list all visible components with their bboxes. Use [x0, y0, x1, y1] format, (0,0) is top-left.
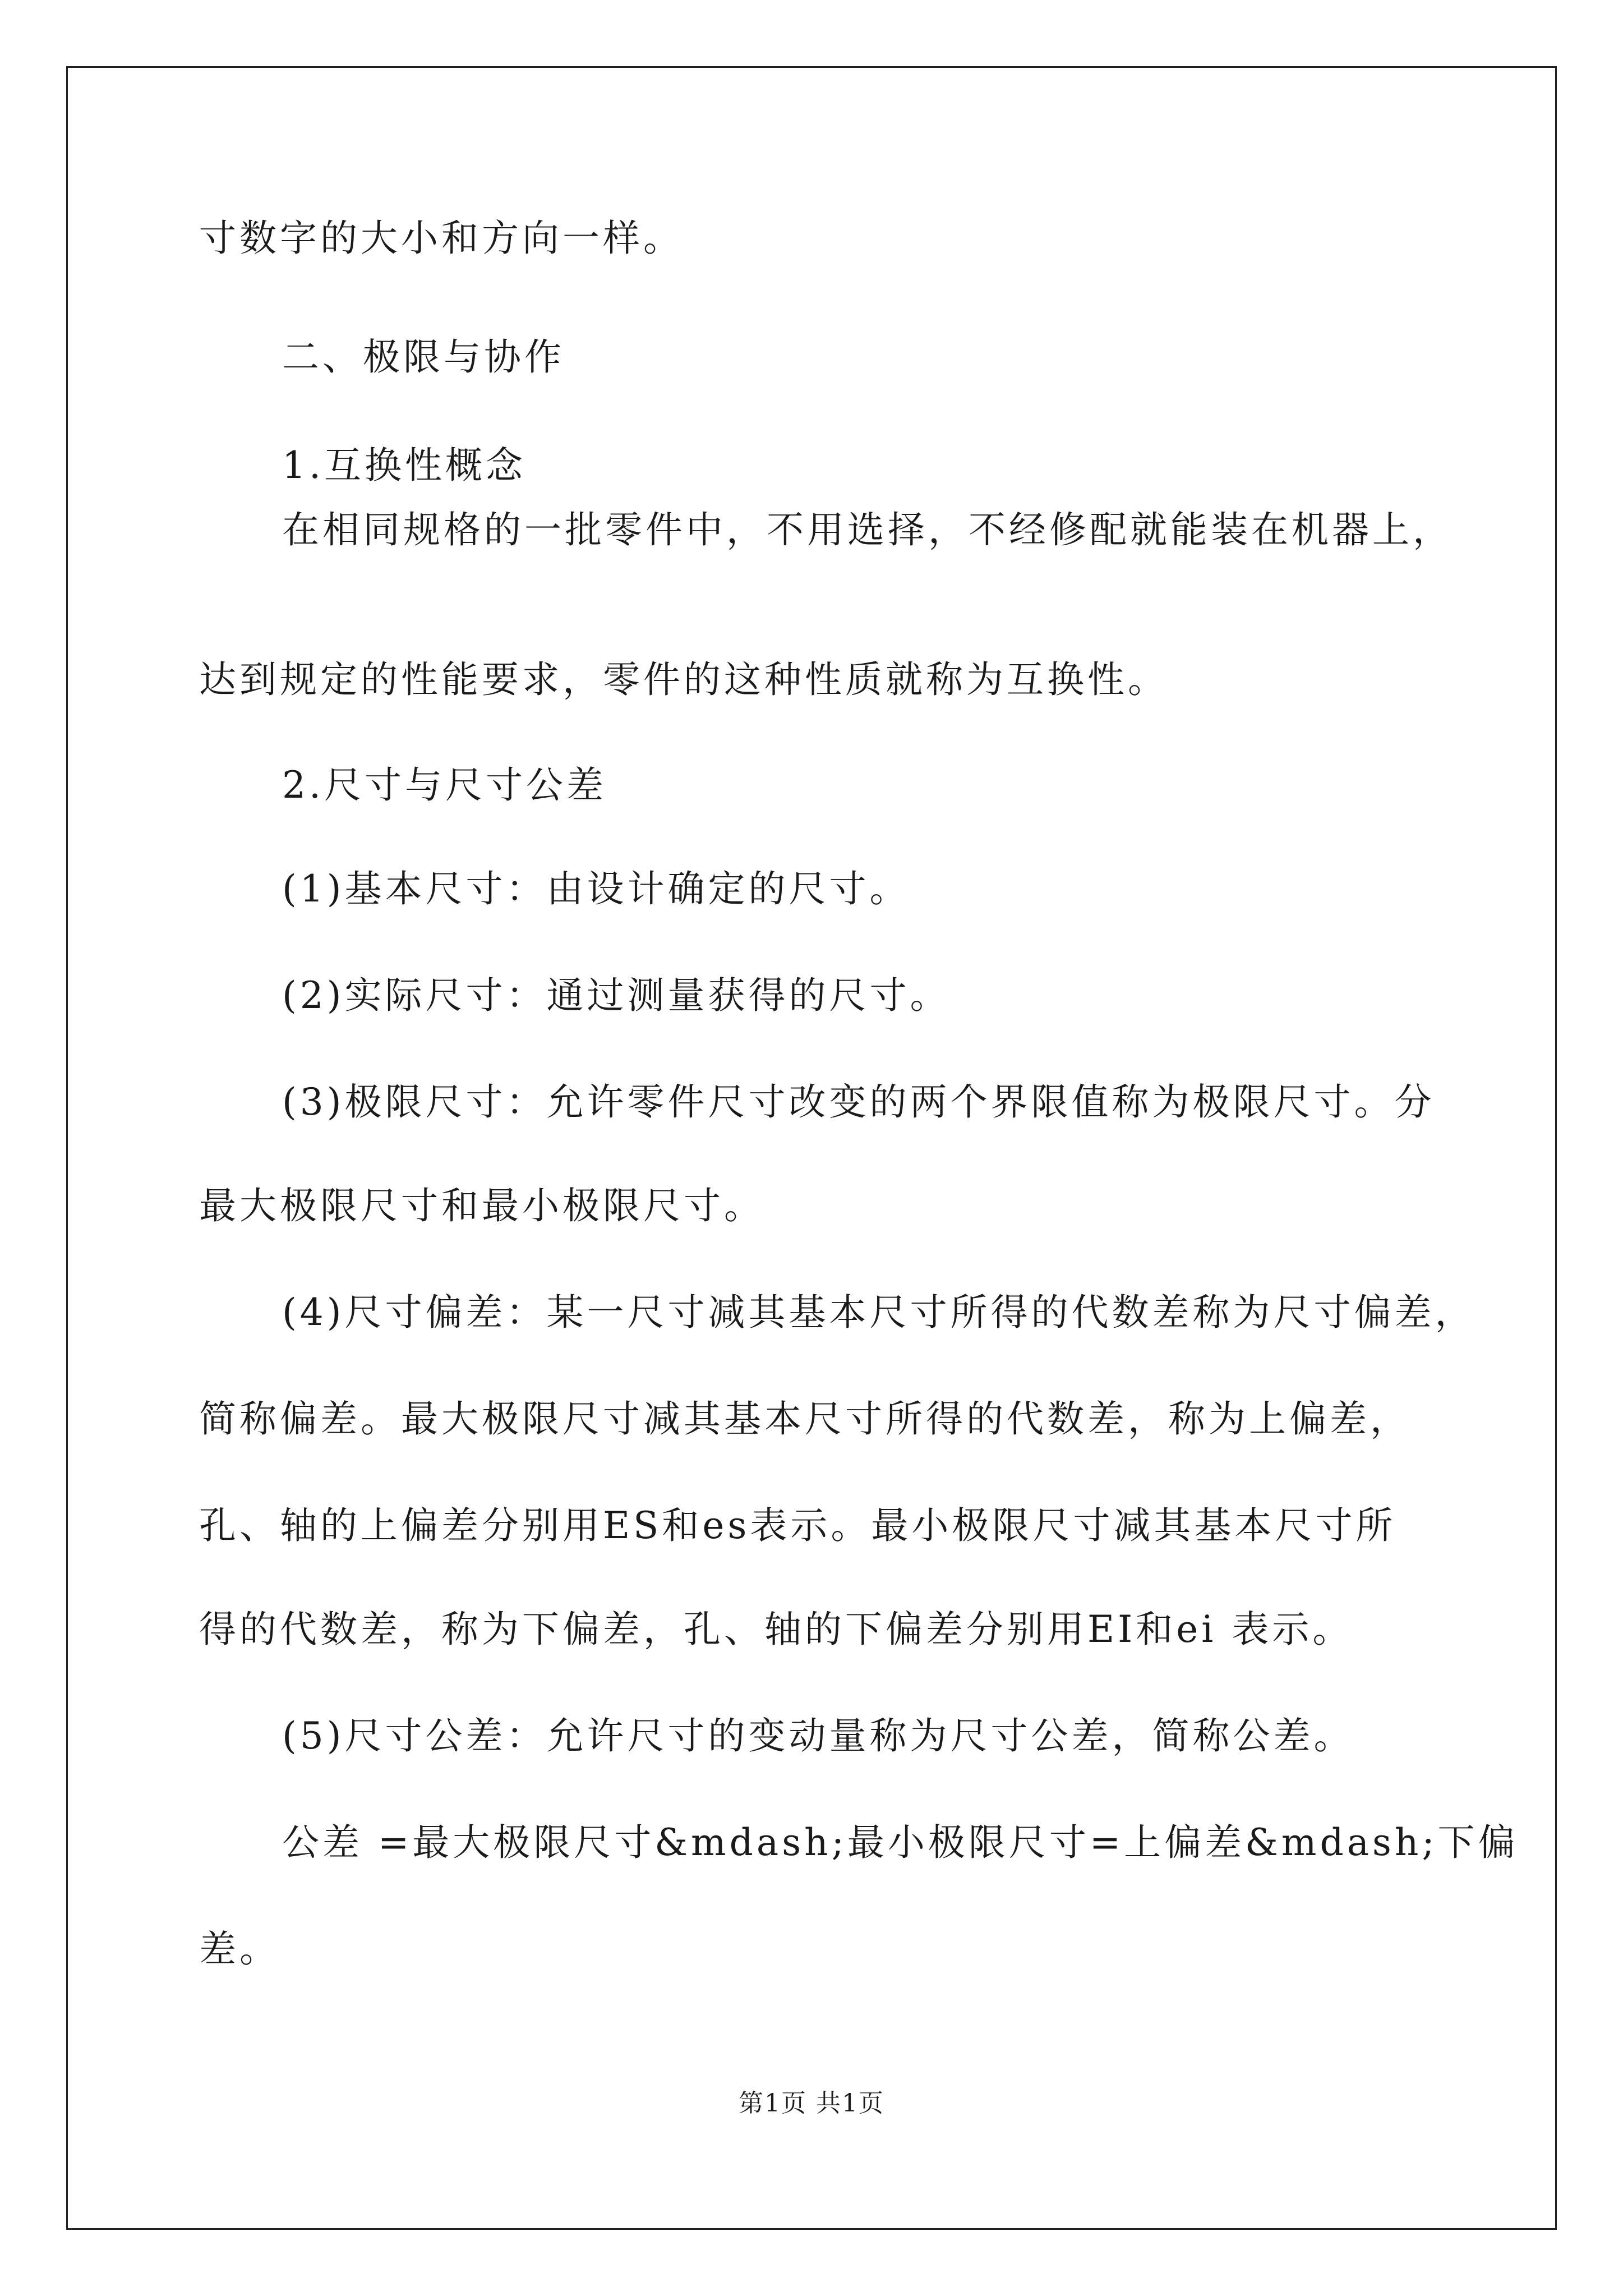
text-line: (1)基本尺寸：由设计确定的尺寸。	[282, 867, 910, 910]
text-line: (3)极限尺寸：允许零件尺寸改变的两个界限值称为极限尺寸。分	[282, 1080, 1435, 1124]
page-border	[66, 66, 1557, 2230]
text-line: (5)尺寸公差：允许尺寸的变动量称为尺寸公差，简称公差。	[282, 1714, 1354, 1757]
text-line: 公差 =最大极限尺寸&mdash;最小极限尺寸=上偏差&mdash;下偏	[282, 1821, 1519, 1864]
page-number-footer: 第1页 共1页	[739, 2089, 884, 2118]
text-line: 达到规定的性能要求，零件的这种性质就称为互换性。	[199, 658, 1168, 701]
text-line: 简称偏差。最大极限尺寸减其基本尺寸所得的代数差，称为上偏差，	[199, 1397, 1410, 1441]
text-line: 差。	[199, 1927, 280, 1971]
subsection-heading: 2.尺寸与尺寸公差	[282, 763, 607, 807]
text-line: (2)实际尺寸：通过测量获得的尺寸。	[282, 974, 951, 1017]
section-heading: 二、极限与协作	[282, 335, 565, 379]
text-line: 在相同规格的一批零件中，不用选择，不经修配就能装在机器上，	[282, 508, 1453, 551]
subsection-heading: 1.互换性概念	[282, 444, 526, 487]
text-line: 得的代数差，称为下偏差，孔、轴的下偏差分别用EI和ei 表示。	[199, 1608, 1353, 1651]
text-line: 最大极限尺寸和最小极限尺寸。	[199, 1184, 764, 1227]
text-line: 孔、轴的上偏差分别用ES和es表示。最小极限尺寸减其基本尺寸所	[199, 1504, 1396, 1547]
text-line: (4)尺寸偏差：某一尺寸减其基本尺寸所得的代数差称为尺寸偏差，	[282, 1291, 1476, 1334]
text-line: 寸数字的大小和方向一样。	[199, 217, 684, 260]
